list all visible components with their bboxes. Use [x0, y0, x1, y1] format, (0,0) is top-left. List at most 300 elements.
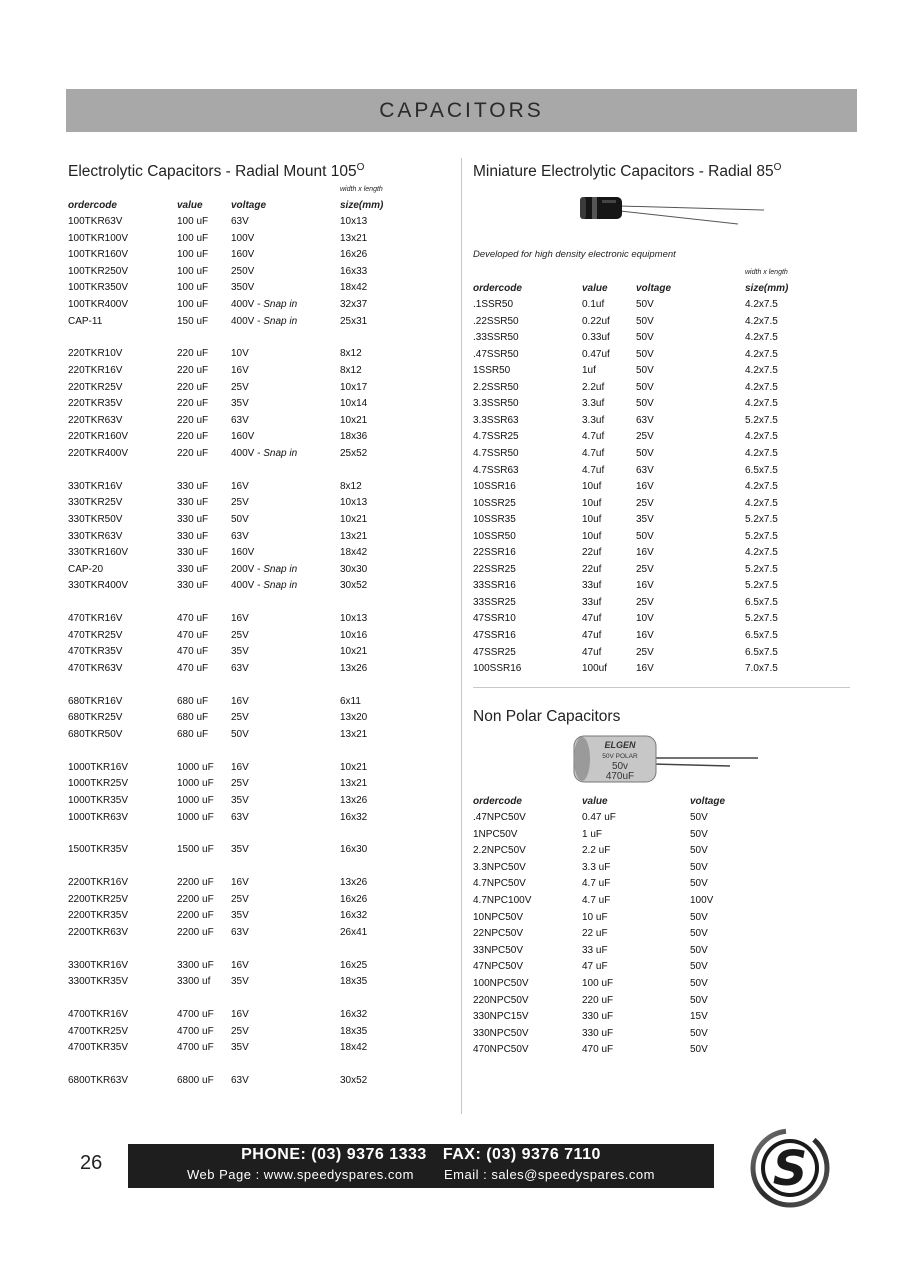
nonpolar-section-title: Non Polar Capacitors — [473, 708, 621, 725]
voltage-cell: 16V — [231, 365, 249, 376]
mount-type-note: Snap in — [263, 563, 298, 575]
voltage-cell: 63V — [231, 414, 249, 426]
voltage-cell: 63V — [636, 414, 654, 426]
ordercode-cell: .1SSR50 — [473, 299, 514, 310]
value-cell: 470 uF — [582, 1044, 614, 1056]
ordercode-cell: 1000TKR35V — [68, 795, 129, 806]
size-cell: 18x42 — [340, 1042, 368, 1054]
voltage-cell: 16V — [231, 761, 249, 773]
voltage-cell: 63V — [231, 1075, 249, 1087]
size-cell: 30x52 — [340, 1075, 368, 1087]
size-cell: 10x17 — [340, 381, 368, 393]
size-cell: 10x13 — [340, 216, 368, 227]
ordercode-cell: 47SSR25 — [473, 646, 516, 658]
size-cell: 30x52 — [340, 580, 368, 592]
ordercode-cell: 330TKR16V — [68, 480, 123, 492]
voltage-cell: 400V - Snap in — [231, 448, 298, 459]
value-cell: 330 uF — [177, 580, 209, 592]
section-divider — [473, 687, 850, 688]
size-cell: 8x12 — [340, 348, 362, 360]
ordercode-cell: 33NPC50V — [473, 944, 524, 956]
value-cell: 470 uF — [177, 663, 209, 674]
ordercode-cell: .47SSR50 — [473, 348, 519, 360]
ordercode-cell: 100SSR16 — [473, 663, 522, 675]
miniature-section-title: Miniature Electrolytic Capacitors - Radial $85^O$ — [473, 162, 782, 181]
size-cell: 8x12 — [340, 365, 362, 376]
ordercode-cell: 330NPC50V — [473, 1027, 529, 1039]
ordercode-cell: 330TKR160V — [68, 547, 129, 559]
value-cell: 2.2 uF — [582, 845, 611, 857]
voltage-cell: 25V — [231, 712, 249, 724]
value-cell: 330 uF — [177, 514, 209, 525]
size-cell: 13x20 — [340, 712, 368, 724]
value-cell: 22uf — [582, 563, 602, 575]
ordercode-cell: CAP-11 — [68, 315, 103, 327]
value-cell: 6800 uF — [177, 1075, 214, 1087]
ordercode-cell: .22SSR50 — [473, 315, 519, 327]
size-cell: 6.5x7.5 — [745, 596, 778, 608]
value-cell: 4700 uF — [177, 1025, 214, 1037]
voltage-cell: 50V — [636, 348, 654, 360]
size-cell: 6.5x7.5 — [745, 630, 778, 641]
voltage-cell: 50V — [690, 812, 708, 823]
value-cell: 3.3uf — [582, 398, 605, 410]
nonpolar-header-voltage: voltage — [690, 796, 726, 807]
company-logo — [748, 1128, 832, 1208]
size-cell: 8x12 — [340, 480, 362, 492]
value-cell: 1000 uF — [177, 778, 214, 790]
voltage-cell: 25V — [231, 381, 249, 393]
ordercode-cell: 2200TKR16V — [68, 877, 129, 889]
value-cell: 4700 uF — [177, 1009, 214, 1021]
electrolytic-header-sizemm: size(mm) — [340, 200, 384, 211]
voltage-cell: 400V - Snap in — [231, 580, 298, 592]
voltage-cell: 25V — [231, 497, 249, 509]
ordercode-cell: 1NPC50V — [473, 828, 518, 840]
mount-type-note: Snap in — [263, 299, 298, 310]
value-cell: 47 uF — [582, 961, 608, 973]
size-cell: 5.2x7.5 — [745, 530, 778, 542]
miniature-header-ordercode: ordercode — [473, 283, 522, 294]
voltage-cell: 16V — [231, 480, 249, 492]
voltage-cell: 160V — [231, 547, 255, 559]
value-cell: 33uf — [582, 596, 602, 608]
value-cell: 22uf — [582, 547, 602, 559]
value-cell: 220 uF — [177, 365, 209, 376]
size-cell: 13x21 — [340, 778, 368, 790]
ordercode-cell: 1500TKR35V — [68, 844, 129, 856]
voltage-cell: 50V — [690, 994, 708, 1006]
voltage-cell: 35V — [231, 1042, 249, 1054]
size-cell: 18x42 — [340, 282, 368, 294]
ordercode-cell: 330TKR50V — [68, 514, 123, 525]
value-cell: 2200 uF — [177, 927, 214, 938]
value-cell: 330 uF — [582, 1011, 614, 1023]
ordercode-cell: 470TKR16V — [68, 613, 123, 625]
ordercode-cell: 220TKR35V — [68, 398, 123, 410]
ordercode-cell: 4700TKR25V — [68, 1025, 129, 1037]
ordercode-cell: 2200TKR63V — [68, 927, 129, 938]
size-cell: 5.2x7.5 — [745, 514, 778, 526]
capacitor-brand-label: ELGEN — [604, 740, 636, 750]
miniature-header-sizemm: size(mm) — [745, 283, 789, 294]
value-cell: 33uf — [582, 580, 602, 592]
value-cell: 1000 uF — [177, 811, 214, 823]
ordercode-cell: 220TKR160V — [68, 431, 129, 443]
voltage-cell: 50V — [690, 944, 708, 956]
ordercode-cell: 47SSR16 — [473, 630, 516, 641]
voltage-cell: 50V — [636, 530, 654, 542]
voltage-cell: 25V — [636, 596, 654, 608]
nonpolar-header-value: value — [582, 796, 608, 807]
size-cell: 7.0x7.5 — [745, 663, 778, 675]
ordercode-cell: 4700TKR16V — [68, 1009, 129, 1021]
ordercode-cell: 100NPC50V — [473, 978, 529, 989]
electrolytic-header-ordercode: ordercode — [68, 200, 117, 211]
value-cell: 3.3 uF — [582, 861, 611, 873]
value-cell: 4700 uF — [177, 1042, 214, 1054]
size-cell: 25x52 — [340, 448, 368, 459]
ordercode-cell: 220TKR63V — [68, 414, 123, 426]
ordercode-cell: 3300TKR35V — [68, 976, 129, 988]
voltage-cell: 400V - Snap in — [231, 299, 298, 310]
voltage-cell: 50V — [690, 911, 708, 923]
value-cell: 0.1uf — [582, 299, 605, 310]
value-cell: 10uf — [582, 497, 602, 509]
ordercode-cell: 330TKR25V — [68, 497, 123, 509]
ordercode-cell: 3.3SSR63 — [473, 414, 519, 426]
voltage-cell: 16V — [231, 1009, 249, 1021]
value-cell: 47uf — [582, 646, 602, 658]
value-cell: 47uf — [582, 630, 602, 641]
mount-type-note: Snap in — [263, 580, 298, 592]
size-cell: 13x26 — [340, 877, 368, 889]
voltage-cell: 25V — [231, 778, 249, 790]
value-cell: 330 uF — [177, 497, 209, 509]
size-cell: 30x30 — [340, 563, 368, 575]
size-cell: 4.2x7.5 — [745, 299, 778, 310]
size-cell: 16x33 — [340, 265, 368, 277]
miniature-header-voltage: voltage — [636, 283, 672, 294]
ordercode-cell: 330TKR400V — [68, 580, 129, 592]
value-cell: 4.7uf — [582, 447, 605, 459]
degree-mark: O — [356, 162, 365, 173]
value-cell: 2200 uF — [177, 893, 214, 905]
size-cell: 18x35 — [340, 1025, 368, 1037]
value-cell: 220 uF — [177, 398, 209, 410]
ordercode-cell: 1000TKR63V — [68, 811, 129, 823]
ordercode-cell: 33SSR25 — [473, 596, 516, 608]
value-cell: 0.22uf — [582, 315, 610, 327]
voltage-cell: 50V — [690, 1027, 708, 1039]
value-cell: 100 uF — [177, 282, 209, 294]
voltage-cell: 35V — [231, 646, 249, 658]
voltage-cell: 16V — [636, 481, 654, 493]
voltage-cell: 100V — [690, 895, 714, 906]
voltage-cell: 350V — [231, 282, 255, 294]
ordercode-cell: 100TKR63V — [68, 216, 123, 227]
size-cell: 16x30 — [340, 844, 368, 856]
voltage-cell: 63V — [231, 811, 249, 823]
value-cell: 470 uF — [177, 646, 209, 658]
miniature-note: Developed for high density electronic equipment — [473, 249, 676, 260]
value-cell: 1500 uF — [177, 844, 214, 856]
ordercode-cell: 100TKR400V — [68, 299, 129, 310]
size-cell: 5.2x7.5 — [745, 563, 778, 575]
value-cell: 4.7 uF — [582, 878, 611, 890]
voltage-cell: 15V — [690, 1011, 708, 1023]
voltage-cell: 16V — [636, 580, 654, 592]
contact-bar — [128, 1144, 714, 1188]
ordercode-cell: 10SSR16 — [473, 481, 516, 493]
ordercode-cell: 100TKR160V — [68, 249, 129, 261]
value-cell: 100 uF — [177, 232, 209, 244]
ordercode-cell: 4.7SSR63 — [473, 464, 519, 476]
voltage-cell: 16V — [636, 630, 654, 641]
voltage-cell: 10V — [231, 348, 249, 360]
ordercode-cell: 2.2SSR50 — [473, 381, 519, 393]
size-cell: 10x21 — [340, 646, 368, 658]
size-cell: 16x26 — [340, 249, 368, 261]
value-cell: 4.7uf — [582, 431, 605, 443]
voltage-cell: 16V — [231, 613, 249, 625]
value-cell: 100 uF — [177, 299, 209, 310]
ordercode-cell: 2200TKR35V — [68, 910, 129, 922]
ordercode-cell: 4.7SSR50 — [473, 447, 519, 459]
voltage-cell: 25V — [636, 497, 654, 509]
voltage-cell: 50V — [690, 978, 708, 989]
ordercode-cell: 1SSR50 — [473, 365, 511, 377]
value-cell: 100 uF — [582, 978, 614, 989]
size-cell: 4.2x7.5 — [745, 332, 778, 344]
voltage-cell: 50V — [690, 878, 708, 890]
ordercode-cell: 47NPC50V — [473, 961, 524, 973]
voltage-cell: 160V — [231, 249, 255, 261]
ordercode-cell: 3.3NPC50V — [473, 861, 526, 873]
ordercode-cell: 10SSR35 — [473, 514, 516, 526]
voltage-cell: 160V — [231, 431, 255, 443]
value-cell: 2.2uf — [582, 381, 605, 393]
ordercode-cell: 4.7SSR25 — [473, 431, 519, 443]
degree-mark: O — [773, 162, 782, 173]
voltage-cell: 16V — [636, 547, 654, 559]
size-cell: 13x21 — [340, 530, 368, 542]
ordercode-cell: 330NPC15V — [473, 1011, 529, 1023]
column-divider — [461, 158, 462, 1114]
size-cell: 5.2x7.5 — [745, 580, 778, 592]
voltage-cell: 63V — [231, 530, 249, 542]
ordercode-cell: 47SSR10 — [473, 613, 516, 625]
size-cell: 10x14 — [340, 398, 368, 410]
ordercode-cell: 220TKR10V — [68, 348, 123, 360]
voltage-cell: 50V — [636, 315, 654, 327]
mount-type-note: Snap in — [263, 315, 298, 327]
mount-type-note: Snap in — [263, 448, 298, 459]
value-cell: 10 uF — [582, 911, 608, 923]
voltage-cell: 63V — [231, 663, 249, 674]
value-cell: 220 uF — [177, 381, 209, 393]
ordercode-cell: 33SSR16 — [473, 580, 516, 592]
size-cell: 16x32 — [340, 910, 368, 922]
size-cell: 6x11 — [340, 695, 361, 707]
voltage-cell: 400V - Snap in — [231, 315, 298, 327]
value-cell: 2200 uF — [177, 910, 214, 922]
miniature-header-value: value — [582, 283, 608, 294]
voltage-cell: 25V — [231, 629, 249, 641]
ordercode-cell: 680TKR25V — [68, 712, 123, 724]
value-cell: 10uf — [582, 514, 602, 526]
voltage-cell: 25V — [231, 893, 249, 905]
voltage-cell: 50V — [636, 365, 654, 377]
value-cell: 2200 uF — [177, 877, 214, 889]
voltage-cell: 16V — [231, 877, 249, 889]
value-cell: 220 uF — [582, 994, 614, 1006]
value-cell: 330 uF — [177, 563, 209, 575]
size-cell: 4.2x7.5 — [745, 365, 778, 377]
voltage-cell: 100V — [231, 232, 255, 244]
size-cell: 16x32 — [340, 1009, 368, 1021]
voltage-cell: 50V — [690, 1044, 708, 1056]
size-cell: 6.5x7.5 — [745, 646, 778, 658]
voltage-cell: 25V — [231, 1025, 249, 1037]
voltage-cell: 50V — [231, 514, 249, 525]
value-cell: 680 uF — [177, 712, 209, 724]
size-cell: 10x16 — [340, 629, 368, 641]
size-cell: 6.5x7.5 — [745, 464, 778, 476]
email-link[interactable]: Email : sales@speedyspares.com — [443, 1167, 655, 1182]
ordercode-cell: 330TKR63V — [68, 530, 123, 542]
value-cell: 470 uF — [177, 613, 209, 625]
voltage-cell: 35V — [231, 795, 249, 806]
size-cell: 4.2x7.5 — [745, 398, 778, 410]
size-cell: 10x13 — [340, 613, 368, 625]
voltage-cell: 16V — [231, 695, 249, 707]
value-cell: 3.3uf — [582, 414, 605, 426]
ordercode-cell: 3.3SSR50 — [473, 398, 519, 410]
value-cell: 10uf — [582, 481, 602, 493]
voltage-cell: 50V — [231, 729, 249, 740]
size-cell: 16x32 — [340, 811, 368, 823]
voltage-cell: 16V — [231, 959, 249, 971]
value-cell: 220 uF — [177, 431, 209, 443]
page-title-banner — [66, 89, 857, 132]
capacitor-type-label: 50V POLAR — [602, 753, 638, 760]
voltage-cell: 50V — [690, 928, 708, 940]
size-cell: 10x21 — [340, 414, 368, 426]
size-cell: 4.2x7.5 — [745, 431, 778, 443]
size-cell: 16x25 — [340, 959, 368, 971]
value-cell: 100 uF — [177, 265, 209, 277]
ordercode-cell: 470TKR35V — [68, 646, 123, 658]
ordercode-cell: 4700TKR35V — [68, 1042, 129, 1054]
phone-text: PHONE: (03) 9376 1333 — [241, 1146, 427, 1163]
ordercode-cell: 680TKR50V — [68, 729, 123, 740]
ordercode-cell: 470TKR25V — [68, 629, 123, 641]
size-cell: 13x21 — [340, 729, 368, 740]
ordercode-cell: .33SSR50 — [473, 332, 519, 344]
ordercode-cell: 10SSR25 — [473, 497, 516, 509]
voltage-cell: 63V — [231, 216, 249, 227]
capacitor-value-label: 470uF — [605, 771, 635, 782]
voltage-cell: 250V — [231, 265, 255, 277]
value-cell: 0.33uf — [582, 332, 610, 344]
value-cell: 220 uF — [177, 414, 209, 426]
voltage-cell: 50V — [636, 332, 654, 344]
size-cell: 4.2x7.5 — [745, 348, 778, 360]
value-cell: 10uf — [582, 530, 602, 542]
voltage-cell: 25V — [636, 563, 654, 575]
voltage-cell: 63V — [636, 464, 654, 476]
size-cell: 32x37 — [340, 299, 368, 310]
value-cell: 0.47uf — [582, 348, 610, 360]
size-cell: 13x21 — [340, 232, 368, 244]
electrolytic-section-title: Electrolytic Capacitors - Radial Mount $105^O$ — [68, 162, 365, 181]
ordercode-cell: 10SSR50 — [473, 530, 516, 542]
voltage-cell: 35V — [231, 398, 249, 410]
value-cell: 680 uF — [177, 695, 209, 707]
size-cell: 4.2x7.5 — [745, 315, 778, 327]
ordercode-cell: 1000TKR16V — [68, 761, 129, 773]
size-cell: 13x26 — [340, 663, 368, 674]
size-cell: 10x21 — [340, 761, 368, 773]
value-cell: 47uf — [582, 613, 602, 625]
ordercode-cell: 680TKR16V — [68, 695, 123, 707]
value-cell: 470 uF — [177, 629, 209, 641]
units-note: width x length — [340, 186, 383, 193]
ordercode-cell: 220TKR25V — [68, 381, 123, 393]
size-cell: 26x41 — [340, 927, 368, 938]
page-number: 26 — [80, 1152, 103, 1174]
value-cell: 3300 uf — [177, 976, 211, 988]
ordercode-cell: 220TKR16V — [68, 365, 123, 376]
ordercode-cell: 22NPC50V — [473, 928, 524, 940]
voltage-cell: 10V — [636, 613, 654, 625]
size-cell: 4.2x7.5 — [745, 481, 778, 493]
value-cell: 100 uF — [177, 216, 209, 227]
page-title: CAPACITORS — [379, 99, 544, 122]
ordercode-cell: 100TKR350V — [68, 282, 129, 294]
ordercode-cell: 22SSR25 — [473, 563, 516, 575]
value-cell: 4.7 uF — [582, 895, 611, 906]
voltage-cell: 50V — [690, 845, 708, 857]
size-cell: 10x21 — [340, 514, 368, 525]
ordercode-cell: 3300TKR16V — [68, 959, 129, 971]
size-cell: 25x31 — [340, 315, 368, 327]
web-link[interactable]: Web Page : www.speedyspares.com — [187, 1167, 414, 1182]
voltage-cell: 50V — [636, 381, 654, 393]
voltage-cell: 35V — [231, 976, 249, 988]
ordercode-cell: 2.2NPC50V — [473, 845, 526, 857]
ordercode-cell: 470TKR63V — [68, 663, 123, 674]
voltage-cell: 25V — [636, 646, 654, 658]
size-cell: 5.2x7.5 — [745, 613, 778, 625]
voltage-cell: 25V — [636, 431, 654, 443]
size-cell: 4.2x7.5 — [745, 497, 778, 509]
voltage-cell: 35V — [231, 910, 249, 922]
nonpolar-capacitor-image — [572, 732, 762, 788]
ordercode-cell: 4.7NPC100V — [473, 895, 532, 906]
units-note: width x length — [745, 269, 788, 276]
value-cell: 1000 uF — [177, 761, 214, 773]
ordercode-cell: 100TKR250V — [68, 265, 129, 277]
ordercode-cell: 220NPC50V — [473, 994, 529, 1006]
voltage-cell: 63V — [231, 927, 249, 938]
value-cell: 0.47 uF — [582, 812, 616, 823]
ordercode-cell: 100TKR100V — [68, 232, 129, 244]
size-cell: 13x26 — [340, 795, 368, 806]
size-cell: 4.2x7.5 — [745, 547, 778, 559]
electrolytic-header-value: value — [177, 200, 203, 211]
